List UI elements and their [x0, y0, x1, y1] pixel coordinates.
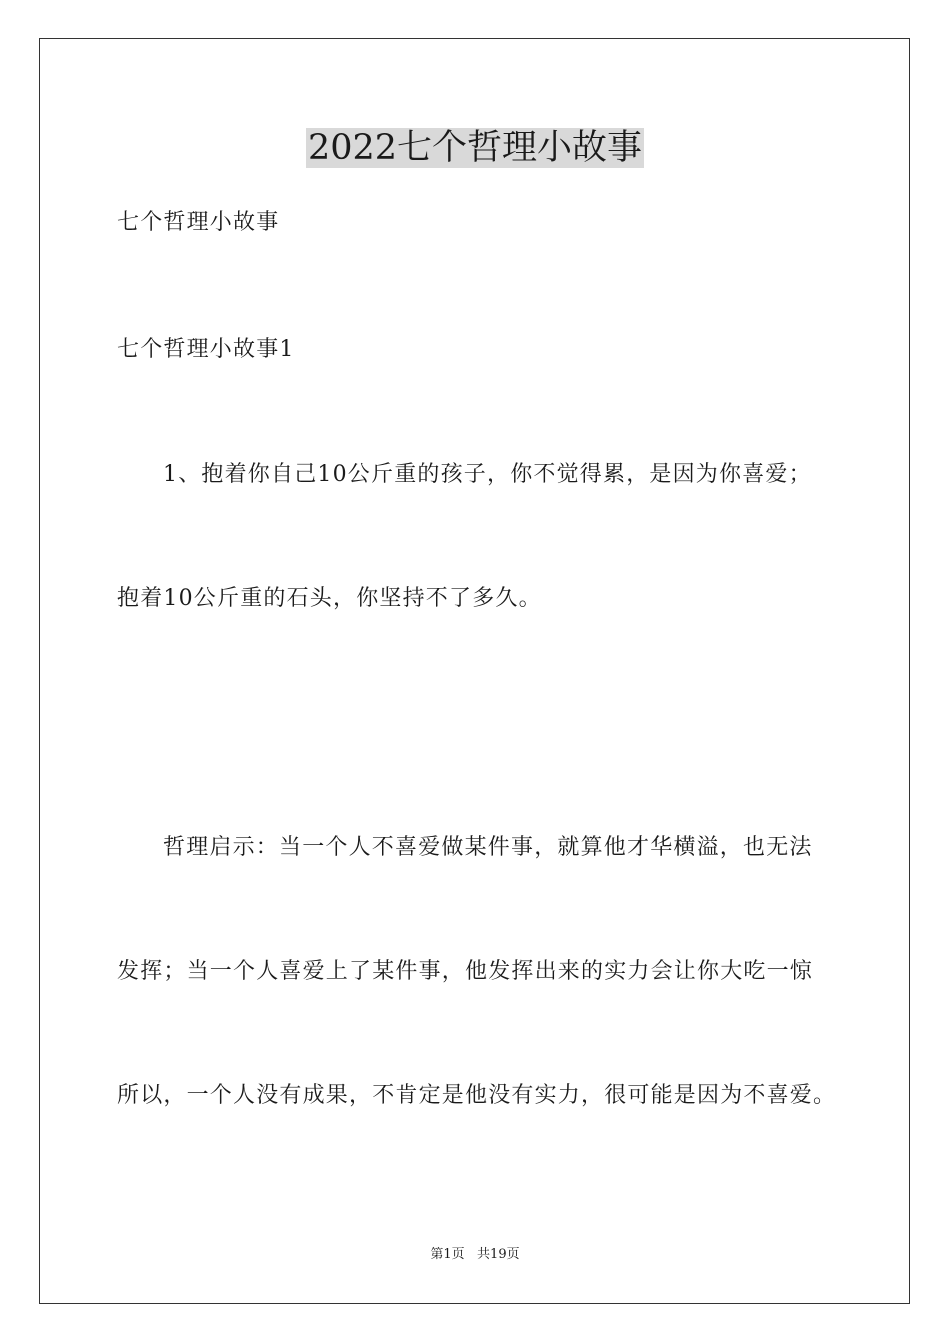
paragraph-line: 抱着10公斤重的石头，你坚持不了多久。 [117, 586, 542, 611]
paragraph-line: 1、抱着你自己10公斤重的孩子，你不觉得累，是因为你喜爱； [163, 462, 812, 487]
paragraph-line: 哲理启示：当一个人不喜爱做某件事，就算他才华横溢，也无法 [163, 835, 813, 860]
subtitle-line: 七个哲理小故事 [117, 210, 280, 235]
paragraph-line: 发挥；当一个人喜爱上了某件事，他发挥出来的实力会让你大吃一惊 [117, 959, 814, 984]
paragraph-line: 所以，一个人没有成果，不肯定是他没有实力，很可能是因为不喜爱。 [117, 1083, 837, 1108]
document-title [0, 126, 950, 170]
document-title-text: 2022七个哲理小故事 [307, 128, 643, 168]
story-heading: 七个哲理小故事1 [117, 337, 295, 362]
page-number-footer: 第1页 共19页 [430, 1247, 520, 1262]
